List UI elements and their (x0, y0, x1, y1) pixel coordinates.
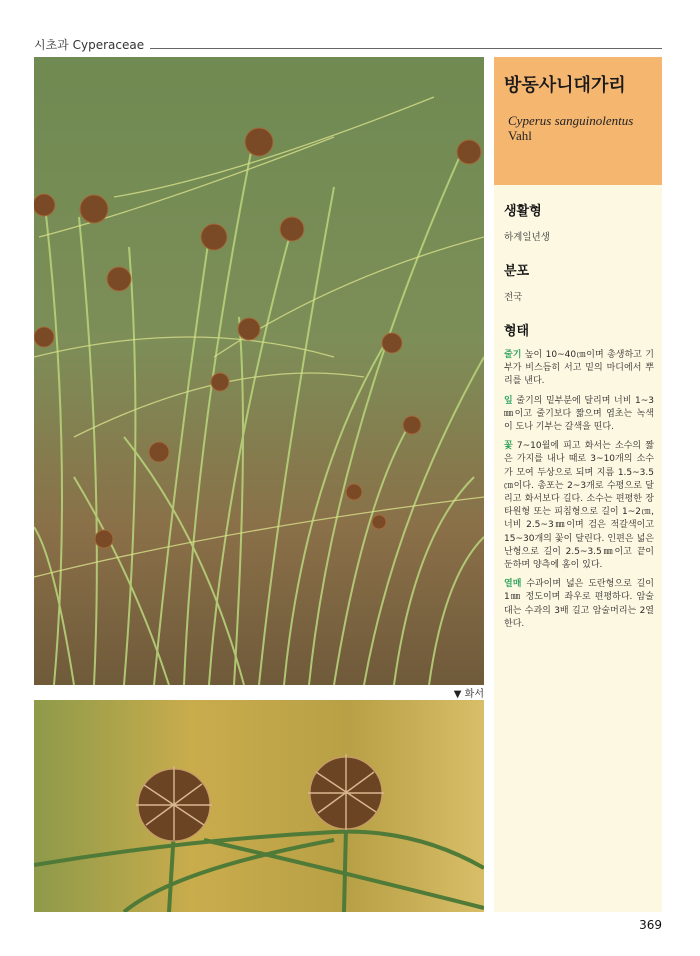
scientific-name (508, 113, 658, 143)
header-family-label: 시초과 Cyperaceae (34, 36, 150, 53)
scientific-author: Vahl (508, 128, 532, 143)
lifeform-text: 하계일년생 (504, 232, 550, 243)
keyword-leaf: 잎 (504, 395, 513, 406)
keyword-fruit: 열매 (504, 579, 522, 590)
species-title-box (494, 57, 662, 185)
morphology-heading: 형태 (504, 324, 530, 339)
fruit-description: 수과이며 넓은 도란형으로 길이 1㎜ 정도이며 좌우로 편평하다. 암술대는 수과의 3배 길고 암술머리는 2열한다. (504, 579, 654, 629)
page-number: 369 (639, 918, 662, 932)
description-content (504, 200, 654, 637)
distribution-heading: 분포 (504, 264, 530, 279)
keyword-flower: 꽃 (504, 441, 513, 452)
keyword-stem: 줄기 (504, 350, 522, 360)
morphology-flower (504, 440, 654, 572)
distribution-text: 전국 (504, 292, 523, 303)
lifeform-heading: 생활형 (504, 204, 542, 219)
flower-description: 7~10월에 피고 화서는 소수의 짧은 가지를 내나 때로 3~10개의 소수가 모여 두상으로 되며 지름 1.5~3.5㎝이다. 총포는 2~3개로 수평으로 달리고 화서보다 길다. 소수는 편평한 장타원형 또는 피침형으로 길이 1~2㎝, 너비 2.5~3㎜이며 검은 적갈색이고 15~30개의 꽃이 달린다. 인편은 넓은 난형으로 길이 2.5~3.5㎜이고 끝이 둔하며 양측에 홈이 있다. (504, 441, 654, 571)
plant-habit-photo (34, 57, 484, 685)
morphology-stem (504, 349, 654, 389)
stem-description: 높이 10~40㎝이며 총생하고 기부가 비스듬히 서고 밑의 마디에서 뿌리를 낸다. (504, 350, 654, 387)
page-header (34, 36, 662, 52)
inflorescence-photo (34, 700, 484, 912)
morphology-fruit (504, 578, 654, 631)
korean-name: 방동사니대가리 (504, 75, 626, 96)
scientific-binomial: Cyperus sanguinolentus (508, 113, 634, 128)
morphology-leaf (504, 395, 654, 435)
leaf-description: 줄기의 밑부분에 달리며 너비 1~3㎜이고 줄기보다 짧으며 엽초는 녹색이 도나 기부는 갈색을 띤다. (504, 395, 654, 433)
photo-caption: ▼ 화서 (453, 689, 484, 700)
